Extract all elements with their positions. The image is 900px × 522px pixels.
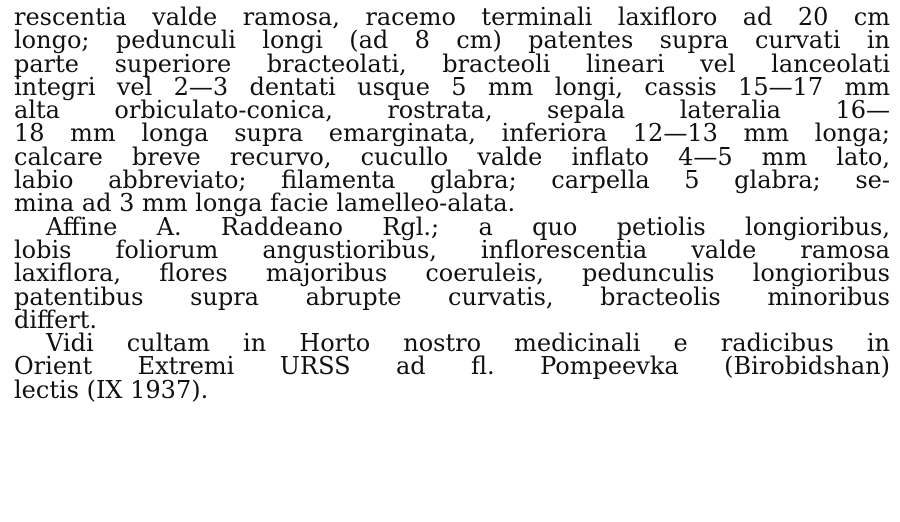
text-line: parte superiore bracteolati, bracteoli lineari vel lanceolati [14,49,890,78]
text-line: Vidi cultam in Horto nostro medicinali e radicibus in [46,329,890,358]
description-paragraph [14,3,890,218]
text-line: rescentia valde ramosa, racemo terminali laxifloro ad 20 cm [14,3,890,31]
text-line: longo; pedunculi longi (ad 8 cm) patentes supra curvati in [14,26,890,55]
text-line: mina ad 3 mm longa facie lamelleo-alata. [14,189,516,218]
text-line: laxiflora, flores majoribus coeruleis, pedunculis longioribus [14,259,890,288]
text-line: alta orbiculato-conica, rostrata, sepala lateralia 16— [14,96,890,125]
document-page [14,3,890,404]
text-line: differt. [14,305,98,334]
text-line: lectis (IX 1937). [14,375,209,404]
text-line: Orient Extremi URSS ad fl. Pompeevka (Birobidshan) [14,352,890,381]
affinity-paragraph [14,212,890,334]
text-line: lobis foliorum angustioribus, inflorescentia valde ramosa [14,235,890,264]
text-line: integri vel 2—3 dentati usque 5 mm longi, cassis 15—17 mm [14,72,890,101]
text-line: labio abbreviato; filamenta glabra; carpella 5 glabra; se- [14,166,890,195]
text-line: calcare breve recurvo, cucullo valde inflato 4—5 mm lato, [14,142,890,171]
text-line: patentibus supra abrupte curvatis, bracteolis minoribus [14,282,890,311]
text-line: Affine A. Raddeano Rgl.; a quo petiolis longioribus, [46,212,890,241]
text-line: 18 mm longa supra emarginata, inferiora 12—13 mm longa; [14,119,890,148]
provenance-paragraph [14,329,890,404]
